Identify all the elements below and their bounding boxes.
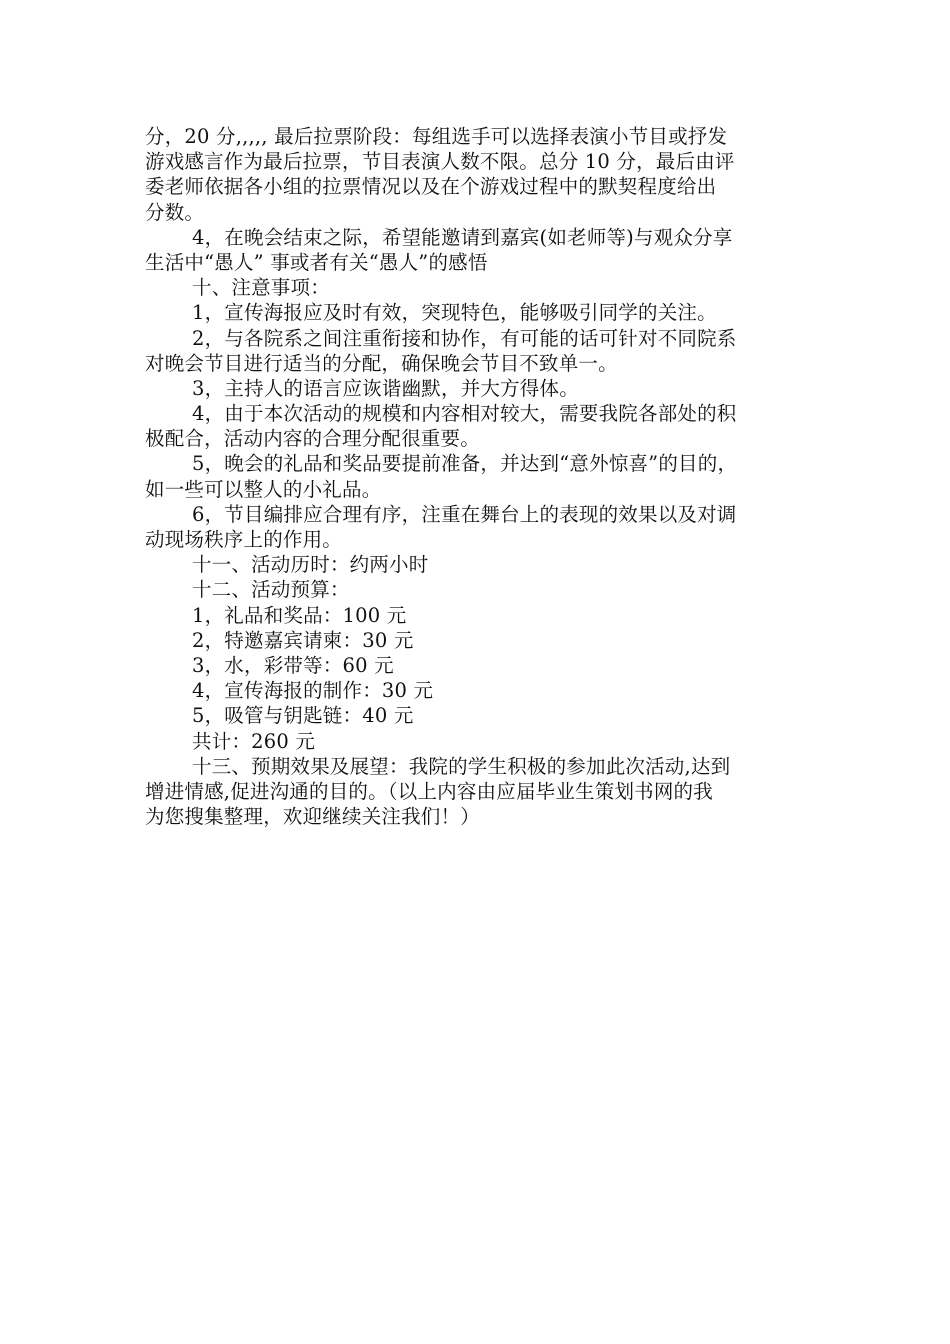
text-line: 增进情感,促进沟通的目的。（以上内容由应届毕业生策划书网的我 bbox=[145, 779, 713, 803]
text-line: 动现场秩序上的作用。 bbox=[145, 528, 343, 551]
budget-item: 4，宣传海报的制作：30 元 bbox=[192, 679, 434, 703]
budget-item: 2，特邀嘉宾请柬：30 元 bbox=[192, 628, 414, 652]
text-line: 5，晚会的礼品和奖品要提前准备，并达到“意外惊喜”的目的， bbox=[192, 452, 738, 476]
text-line: 4，由于本次活动的规模和内容相对较大，需要我院各部处的积 bbox=[192, 402, 737, 426]
section-heading: 十、注意事项： bbox=[192, 276, 330, 300]
section-heading: 十二、活动预算： bbox=[192, 578, 350, 602]
text-line: 游戏感言作为最后拉票，节目表演人数不限。总分 10 分，最后由评 bbox=[145, 150, 735, 174]
budget-item: 3，水，彩带等：60 元 bbox=[192, 653, 394, 677]
section-heading: 十一、活动历时：约两小时 bbox=[192, 553, 429, 577]
budget-item: 1，礼品和奖品：100 元 bbox=[192, 603, 407, 627]
text-line: 2，与各院系之间注重衔接和协作，有可能的话可针对不同院系 bbox=[192, 326, 737, 350]
text-line: 1，宣传海报应及时有效，突现特色，能够吸引同学的关注。 bbox=[192, 301, 717, 325]
text-line: 3，主持人的语言应诙谐幽默，并大方得体。 bbox=[192, 376, 579, 400]
section-heading: 十三、预期效果及展望：我院的学生积极的参加此次活动,达到 bbox=[192, 754, 731, 778]
text-line: 为您搜集整理，欢迎继续关注我们！） bbox=[145, 805, 480, 829]
document-body bbox=[145, 124, 817, 829]
text-line: 如一些可以整人的小礼品。 bbox=[145, 477, 382, 501]
text-line: 分数。 bbox=[145, 200, 205, 224]
text-line: 6，节目编排应合理有序，注重在舞台上的表现的效果以及对调 bbox=[192, 502, 737, 526]
text-line: 对晚会节目进行适当的分配，确保晚会节目不致单一。 bbox=[145, 351, 618, 375]
text-line: 极配合，活动内容的合理分配很重要。 bbox=[145, 427, 480, 451]
text-line: 4，在晚会结束之际，希望能邀请到嘉宾(如老师等)与观众分享 bbox=[192, 225, 733, 249]
text-line: 分，20 分,,,,, 最后拉票阶段：每组选手可以选择表演小节目或抒发 bbox=[145, 125, 728, 148]
budget-item: 5，吸管与钥匙链：40 元 bbox=[192, 704, 414, 728]
text-line: 生活中“愚人” 事或者有关“愚人”的感悟 bbox=[145, 250, 488, 274]
text-line: 委老师依据各小组的拉票情况以及在个游戏过程中的默契程度给出 bbox=[145, 175, 717, 199]
budget-total: 共计：260 元 bbox=[192, 729, 316, 753]
